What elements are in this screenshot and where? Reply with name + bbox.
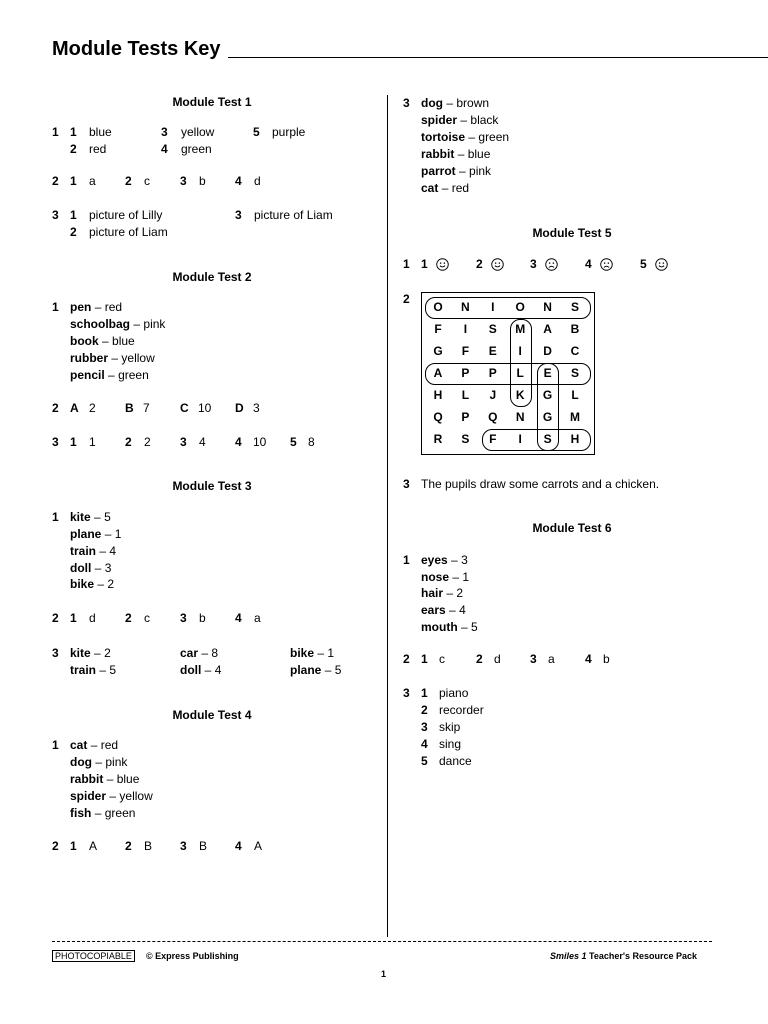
mt1-q2-answer: d <box>254 174 261 188</box>
mt4-q2-answer: A <box>89 839 98 853</box>
dash: – <box>457 147 465 161</box>
mt4-q3-line <box>421 147 490 161</box>
mt2-q1-line <box>70 334 135 348</box>
grid-letter: S <box>570 366 579 380</box>
mt3-q2-item-number: 3 <box>180 611 187 625</box>
mt2-q1-line <box>70 368 149 382</box>
mt3-q3-line <box>290 646 334 660</box>
answer: black <box>470 113 499 127</box>
dash: – <box>201 646 209 660</box>
mt2-q3-item-number: 4 <box>235 435 242 449</box>
grid-letter: S <box>488 322 497 336</box>
answer: blue <box>112 334 135 348</box>
answer: 4 <box>214 663 222 677</box>
grid-letter: P <box>461 366 470 380</box>
mt6-q1-line <box>421 620 478 634</box>
word: plane <box>290 663 322 677</box>
mt5-q3-text: The pupils draw some carrots and a chicken. <box>421 477 660 491</box>
mt2-q3-item-number: 5 <box>290 435 297 449</box>
dash: – <box>108 368 115 382</box>
mt5-q1-item-number: 1 <box>421 257 428 271</box>
mt4-q3-line <box>421 130 509 144</box>
mt1-q2-item-number: 3 <box>180 174 187 188</box>
word: tortoise <box>421 130 466 144</box>
answer: red <box>451 181 470 195</box>
mt1-q3-item-number: 2 <box>70 225 77 239</box>
answer: pink <box>469 164 492 178</box>
mt2-q3-item-number: 2 <box>125 435 132 449</box>
mt6-q2-item-number: 3 <box>530 652 537 666</box>
word: hair <box>421 586 444 600</box>
mt3-q3-number: 3 <box>52 646 59 660</box>
word: pencil <box>70 368 105 382</box>
photocopiable-label: PHOTOCOPIABLE <box>52 950 135 962</box>
answer: blue <box>116 772 140 786</box>
grid-letter: B <box>570 322 580 336</box>
grid-letter: I <box>463 322 468 336</box>
mt6-q1-line <box>421 570 469 584</box>
grid-letter: G <box>433 344 443 358</box>
mt4-q3-line <box>421 113 498 127</box>
mt1-q1-item-number: 2 <box>70 142 77 156</box>
dash: – <box>133 317 141 331</box>
grid-letter: N <box>543 300 552 314</box>
mt4-q2-item-number: 4 <box>235 839 242 853</box>
answer: 3 <box>461 553 468 567</box>
dash: – <box>441 181 449 195</box>
grid-letter: M <box>570 410 580 424</box>
mt4-q2-number: 2 <box>52 839 59 853</box>
mt3-q2-answer: a <box>254 611 261 625</box>
word: bike <box>290 646 315 660</box>
grid-letter: P <box>488 366 497 380</box>
dash: – <box>106 772 114 786</box>
grid-letter: F <box>434 322 442 336</box>
book-credit <box>550 951 697 961</box>
mt2-q3-answer: 10 <box>253 435 267 449</box>
word: fish <box>70 806 92 820</box>
grid-letter: I <box>518 344 522 358</box>
mt5-q1-item-number: 4 <box>585 257 592 271</box>
mt1-q3-answer: picture of Lilly <box>89 208 163 222</box>
grid-letter: E <box>543 366 552 380</box>
mt3-q3-line <box>70 663 116 677</box>
mt6-q3-number: 3 <box>403 686 410 700</box>
answer: 8 <box>211 646 219 660</box>
mt3-q1-line <box>70 544 116 558</box>
dash: – <box>468 130 476 144</box>
mt4-q2-item-number: 3 <box>180 839 187 853</box>
mt4-q2-answer: B <box>199 839 208 853</box>
mt2-q2-item-letter: A <box>70 401 79 415</box>
mt2-q1-line <box>70 351 155 365</box>
happy-face-icon <box>655 258 668 271</box>
grid-letter: C <box>570 344 580 358</box>
mt2-q2-answer: 7 <box>143 401 150 415</box>
dash: – <box>104 527 112 541</box>
dash: – <box>94 510 101 524</box>
answer: 4 <box>459 603 466 617</box>
dash: – <box>95 755 103 769</box>
mt2-q3-answer: 2 <box>144 435 151 449</box>
mt3-q2-answer: b <box>199 611 206 625</box>
mt1-q1-item-number: 3 <box>161 125 168 139</box>
mt6-q3-answer: piano <box>439 686 469 700</box>
mt1-q3-item-number: 1 <box>70 208 77 222</box>
column-divider <box>387 95 388 937</box>
mt4-q1-line <box>70 772 139 786</box>
word: dog <box>70 755 92 769</box>
mt2-q3-item-number: 3 <box>180 435 187 449</box>
mt5-q1-number: 1 <box>403 257 410 271</box>
mt3-q1-line <box>70 577 114 591</box>
mt4-q2-answer: B <box>144 839 153 853</box>
publisher-credit: © Express Publishing <box>146 951 239 961</box>
mt2-q2-item-letter: B <box>125 401 134 415</box>
answer: green <box>478 130 510 144</box>
mt1-q1-answer: blue <box>89 125 112 139</box>
mt2-q2-number: 2 <box>52 401 59 415</box>
mt2-q1-line <box>70 317 165 331</box>
dash: – <box>109 789 117 803</box>
word: cat <box>70 738 88 752</box>
grid-letter: S <box>461 432 470 446</box>
answer: pink <box>105 755 128 769</box>
answer: brown <box>456 96 490 110</box>
mt6-q2-item-number: 4 <box>585 652 592 666</box>
word: mouth <box>421 620 458 634</box>
grid-letter: E <box>488 344 497 358</box>
mt1-q3-number: 3 <box>52 208 59 222</box>
grid-letter: M <box>515 322 526 336</box>
dash: – <box>452 570 460 584</box>
mt6-q3-answer: recorder <box>439 703 484 717</box>
mt4-q2-item-number: 1 <box>70 839 77 853</box>
mt4-q3-line <box>421 164 491 178</box>
answer: green <box>118 368 149 382</box>
answer: yellow <box>121 351 155 365</box>
mt6-q2-answer: c <box>439 652 445 666</box>
mt3-q1-number: 1 <box>52 510 59 524</box>
grid-letter: O <box>433 300 443 314</box>
mt1-q2-answer: a <box>89 174 96 188</box>
word: kite <box>70 646 91 660</box>
grid-letter: P <box>461 410 470 424</box>
grid-letter: S <box>543 432 552 446</box>
mt6-q1-line <box>421 553 468 567</box>
module-test-6-heading: Module Test 6 <box>532 521 612 535</box>
mt6-q1-number: 1 <box>403 553 410 567</box>
happy-face-icon <box>436 258 449 271</box>
mt1-q3-answer: picture of Liam <box>89 225 168 239</box>
word: car <box>180 646 199 660</box>
grid-letter: L <box>516 366 524 380</box>
mt6-q1-line <box>421 586 463 600</box>
grid-letter: Q <box>488 410 498 424</box>
mt1-q1-item-number: 4 <box>161 142 168 156</box>
grid-letter: L <box>571 388 579 402</box>
mt6-q3-item-number: 1 <box>421 686 428 700</box>
dash: – <box>446 96 454 110</box>
mt2-q3-answer: 4 <box>199 435 206 449</box>
book-subtitle: Teacher's Resource Pack <box>586 951 698 961</box>
grid-letter: J <box>489 388 497 402</box>
dash: – <box>461 620 468 634</box>
mt2-q3-answer: 1 <box>89 435 96 449</box>
mt6-q3-item-number: 3 <box>421 720 428 734</box>
mt2-q3-answer: 8 <box>308 435 315 449</box>
grid-letter: L <box>461 388 470 402</box>
answer: 5 <box>334 663 342 677</box>
dash: – <box>449 603 456 617</box>
page-title: Module Tests Key <box>52 38 221 60</box>
book-title: Smiles 1 <box>550 951 587 961</box>
answer: 1 <box>462 570 470 584</box>
dash: – <box>204 663 212 677</box>
dash: – <box>90 738 98 752</box>
grid-letter: G <box>542 388 553 402</box>
answer: pink <box>143 317 166 331</box>
grid-letter: D <box>543 344 552 358</box>
word: spider <box>421 113 458 127</box>
answer: red <box>100 738 119 752</box>
module-test-5-heading: Module Test 5 <box>532 226 612 240</box>
mt6-q2-answer: b <box>603 652 610 666</box>
mt4-q3-line <box>421 96 489 110</box>
mt4-q2-answer: A <box>254 839 263 853</box>
sad-face-icon <box>545 258 558 271</box>
mt1-q1-number: 1 <box>52 125 59 139</box>
mt2-q2-answer: 3 <box>253 401 260 415</box>
mt5-q1-item-number: 2 <box>476 257 483 271</box>
mt1-q2-item-number: 1 <box>70 174 77 188</box>
title-underline <box>228 57 768 58</box>
mt6-q1-line <box>421 603 466 617</box>
dash: – <box>324 663 332 677</box>
dash: – <box>99 544 107 558</box>
dash: – <box>446 586 454 600</box>
dash: – <box>97 577 105 591</box>
mt1-q2-item-number: 4 <box>235 174 242 188</box>
mt1-q1-item-number: 5 <box>253 125 260 139</box>
mt1-q1-answer: red <box>89 142 107 156</box>
answer: 5 <box>471 620 478 634</box>
grid-letter: O <box>515 300 525 314</box>
mt6-q3-item-number: 5 <box>421 754 428 768</box>
word: dog <box>421 96 443 110</box>
answer: 4 <box>109 544 117 558</box>
dash: – <box>94 561 102 575</box>
word: ears <box>421 603 446 617</box>
word: kite <box>70 510 91 524</box>
mt4-q1-line <box>70 806 135 820</box>
mt3-q3-line <box>180 646 218 660</box>
mt2-q3-item-number: 1 <box>70 435 77 449</box>
mt4-q1-line <box>70 738 118 752</box>
mt6-q2-item-number: 1 <box>421 652 428 666</box>
mt1-q2-number: 2 <box>52 174 59 188</box>
mt5-q1-item-number: 3 <box>530 257 537 271</box>
mt5-q2-number: 2 <box>403 292 410 306</box>
word: rubber <box>70 351 109 365</box>
grid-letter: I <box>491 300 495 314</box>
dash: – <box>460 113 468 127</box>
mt6-q2-answer: a <box>548 652 555 666</box>
mt1-q3-item-number: 3 <box>235 208 242 222</box>
grid-letter: A <box>543 322 552 336</box>
dash: – <box>451 553 458 567</box>
grid-letter: I <box>518 432 522 446</box>
word: doll <box>180 663 202 677</box>
mt6-q2-number: 2 <box>403 652 410 666</box>
mt6-q3-answer: sing <box>439 737 462 751</box>
word: book <box>70 334 99 348</box>
mt2-q2-answer: 2 <box>89 401 96 415</box>
mt2-q3-number: 3 <box>52 435 59 449</box>
grid-letter: H <box>570 432 580 446</box>
page-number: 1 <box>381 969 387 979</box>
mt4-q1-number: 1 <box>52 738 59 752</box>
word: bike <box>70 577 95 591</box>
grid-letter: S <box>570 300 579 314</box>
word: pen <box>70 300 92 314</box>
mt1-q1-item-number: 1 <box>70 125 77 139</box>
mt1-q1-answer: yellow <box>181 125 215 139</box>
mt6-q3-item-number: 2 <box>421 703 428 717</box>
grid-letter: N <box>515 410 525 424</box>
mt3-q2-answer: d <box>89 611 96 625</box>
answer: 5 <box>109 663 117 677</box>
word: rabbit <box>421 147 455 161</box>
dash: – <box>102 334 109 348</box>
answer: 1 <box>327 646 335 660</box>
mt6-q3-answer: skip <box>439 720 461 734</box>
grid-letter: K <box>515 388 525 402</box>
mt2-q2-item-letter: C <box>180 401 189 415</box>
mt3-q1-line <box>70 510 111 524</box>
grid-letter: F <box>489 432 497 446</box>
mt6-q3-answer: dance <box>439 754 472 768</box>
module-test-2-heading: Module Test 2 <box>172 270 252 284</box>
mt5-q3-number: 3 <box>403 477 410 491</box>
mt4-q1-line <box>70 755 127 769</box>
dash: – <box>317 646 325 660</box>
dash: – <box>94 646 101 660</box>
mt3-q2-item-number: 4 <box>235 611 242 625</box>
answer: 1 <box>114 527 122 541</box>
answer: 5 <box>104 510 111 524</box>
word: train <box>70 544 97 558</box>
grid-letter: N <box>461 300 470 314</box>
dash: – <box>94 806 102 820</box>
word: doll <box>70 561 92 575</box>
mt6-q2-answer: d <box>494 652 501 666</box>
mt5-q1-item-number: 5 <box>640 257 647 271</box>
mt3-q2-number: 2 <box>52 611 59 625</box>
mt4-q3-line <box>421 181 469 195</box>
module-test-3-heading: Module Test 3 <box>172 479 252 493</box>
grid-letter: R <box>433 432 443 446</box>
answer: 2 <box>107 577 115 591</box>
footer-dashed-divider <box>52 941 712 942</box>
mt3-q3-line <box>180 663 221 677</box>
mt3-q2-item-number: 2 <box>125 611 132 625</box>
word: nose <box>421 570 450 584</box>
answer: 2 <box>104 646 111 660</box>
grid-letter: G <box>542 410 553 424</box>
mt3-q3-line <box>290 663 341 677</box>
word: train <box>70 663 97 677</box>
mt6-q2-item-number: 2 <box>476 652 483 666</box>
mt1-q1-answer: green <box>181 142 212 156</box>
mt1-q3-answer: picture of Liam <box>254 208 333 222</box>
mt2-q1-line <box>70 300 122 314</box>
mt1-q2-item-number: 2 <box>125 174 132 188</box>
mt1-q2-answer: c <box>144 174 150 188</box>
mt4-q3-number: 3 <box>403 96 410 110</box>
mt3-q2-item-number: 1 <box>70 611 77 625</box>
module-test-4-heading: Module Test 4 <box>172 708 252 722</box>
answer: 3 <box>104 561 112 575</box>
answer: red <box>104 300 123 314</box>
dash: – <box>94 300 102 314</box>
word: schoolbag <box>70 317 131 331</box>
answer: 2 <box>456 586 464 600</box>
dash: – <box>99 663 107 677</box>
answer: green <box>104 806 136 820</box>
grid-letter: A <box>433 366 443 380</box>
dash: – <box>459 164 466 178</box>
word: plane <box>70 527 102 541</box>
mt3-q1-line <box>70 561 111 575</box>
word: parrot <box>421 164 456 178</box>
grid-letter: F <box>461 344 470 358</box>
mt4-q1-line <box>70 789 153 803</box>
mt1-q1-answer: purple <box>272 125 306 139</box>
happy-face-icon <box>491 258 504 271</box>
word: spider <box>70 789 107 803</box>
dash: – <box>111 351 119 365</box>
grid-letter: Q <box>433 410 443 424</box>
module-test-1-heading: Module Test 1 <box>172 95 252 109</box>
mt3-q3-line <box>70 646 111 660</box>
mt4-q2-item-number: 2 <box>125 839 132 853</box>
mt3-q1-line <box>70 527 121 541</box>
sad-face-icon <box>600 258 613 271</box>
mt3-q2-answer: c <box>144 611 150 625</box>
word: eyes <box>421 553 448 567</box>
mt2-q2-answer: 10 <box>198 401 212 415</box>
mt1-q2-answer: b <box>199 174 206 188</box>
mt2-q1-number: 1 <box>52 300 59 314</box>
grid-letter: H <box>433 388 443 402</box>
answer: yellow <box>119 789 153 803</box>
mt6-q3-item-number: 4 <box>421 737 428 751</box>
word: cat <box>421 181 439 195</box>
word: rabbit <box>70 772 104 786</box>
mt2-q2-item-letter: D <box>235 401 244 415</box>
answer: blue <box>467 147 491 161</box>
